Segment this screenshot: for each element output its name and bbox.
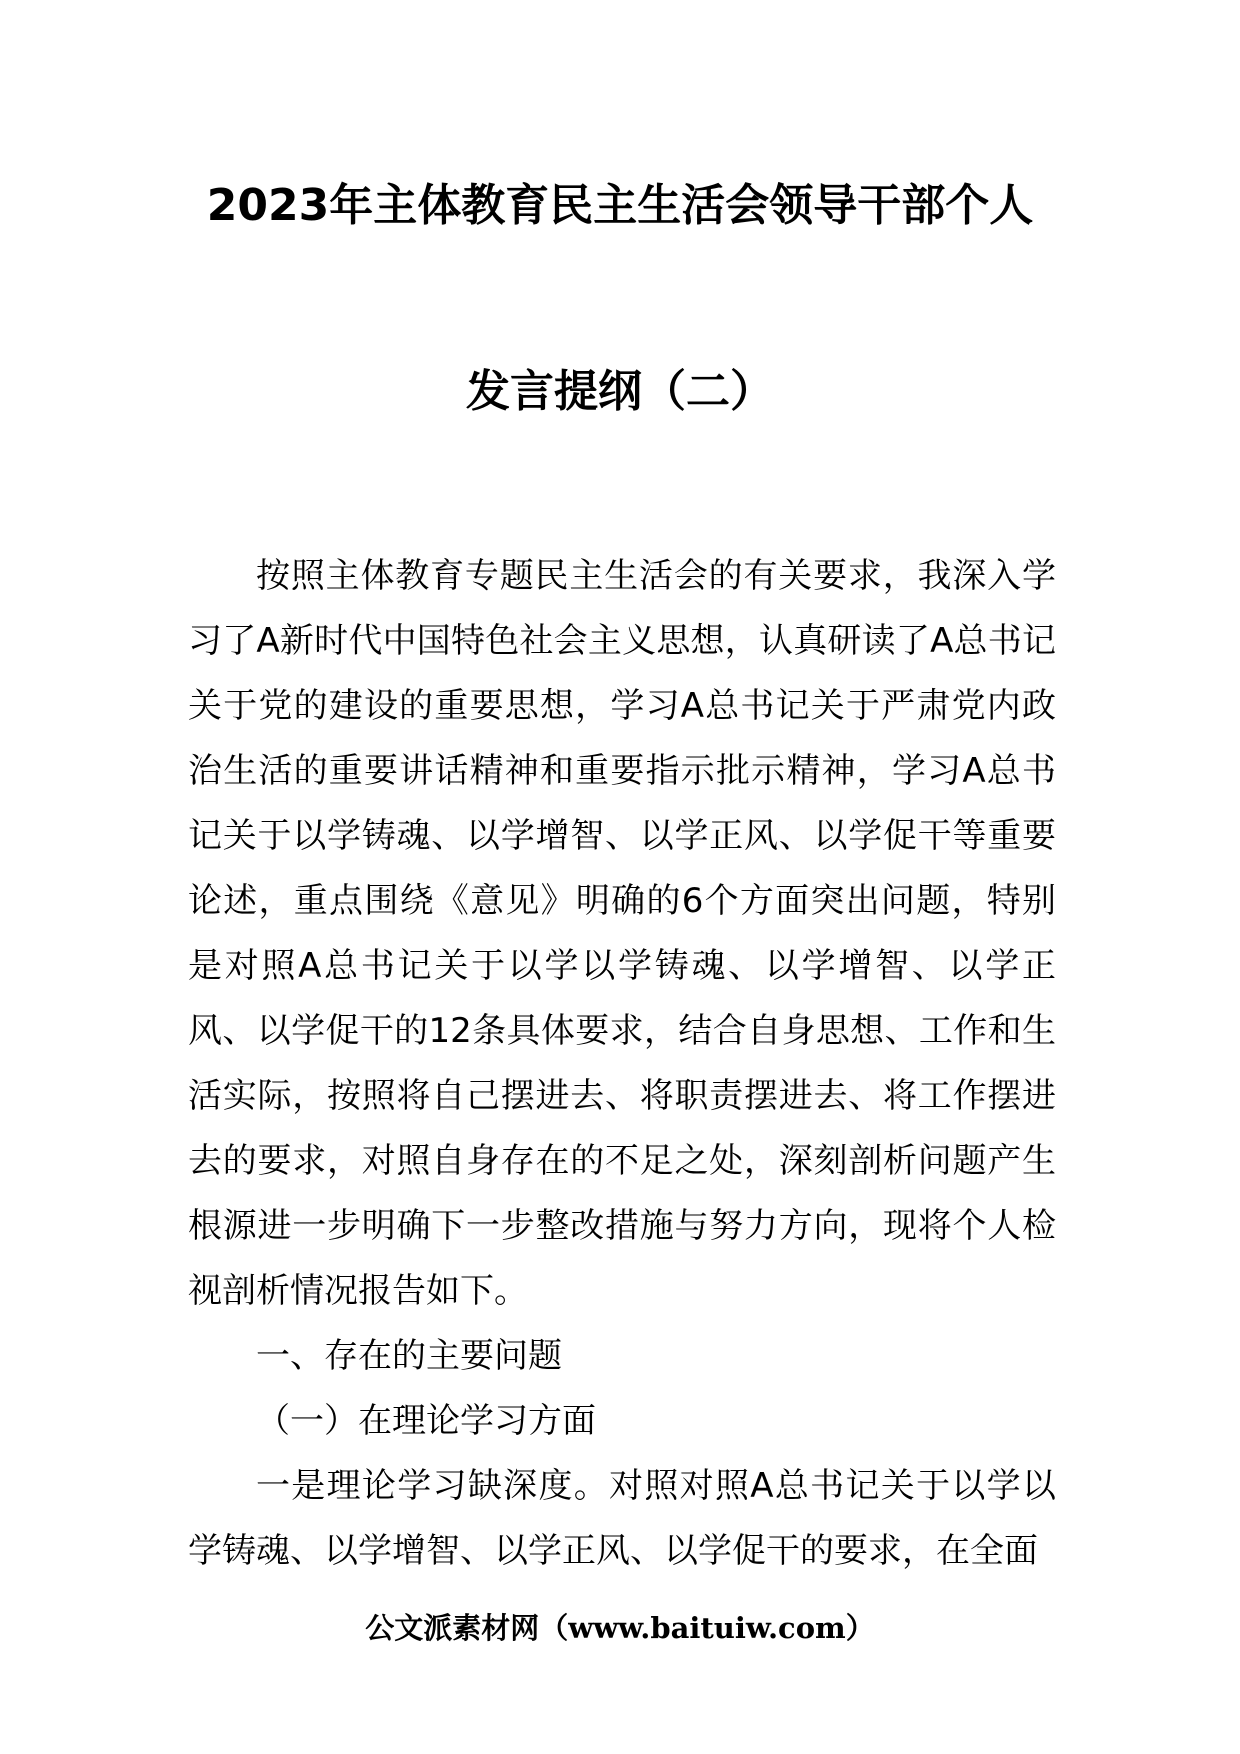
document-body [188,544,1056,1584]
section-heading: 一、存在的主要问题 [256,1336,562,1376]
document-title-line-2: 发言提纲（二） [466,366,774,417]
footer-watermark-text: 公文派素材网（www.baituiw.com） [365,1611,875,1645]
body-paragraph-point-1: 一是理论学习缺深度。对照对照A总书记关于以学以学铸魂、以学增智、以学正风、以学促干的要求，在全面 [188,1466,1056,1571]
subsection-heading: （一）在理论学习方面 [256,1401,596,1441]
document-title-line-1: 2023年主体教育民主生活会领导干部个人 [206,180,1034,231]
body-paragraph-intro: 按照主体教育专题民主生活会的有关要求，我深入学习了A新时代中国特色社会主义思想，认真研读了A总书记关于党的建设的重要思想，学习A总书记关于严肃党内政治生活的重要讲话精神和重要指示批示精神，学习A总书记关于以学铸魂、以学增智、以学正风、以学促干等重要论述，重点围绕《意见》明确的6个方面突出问题，特别是对照A总书记关于以学以学铸魂、以学增智、以学正风、以学促干的12条具体要求，结合自身思想、工作和生活实际，按照将自己摆进去、将职责摆进去、将工作摆进去的要求，对照自身存在的不足之处，深刻剖析问题产生根源进一步明确下一步整改措施与努力方向，现将个人检视剖析情况报告如下。 [188,556,1056,1311]
